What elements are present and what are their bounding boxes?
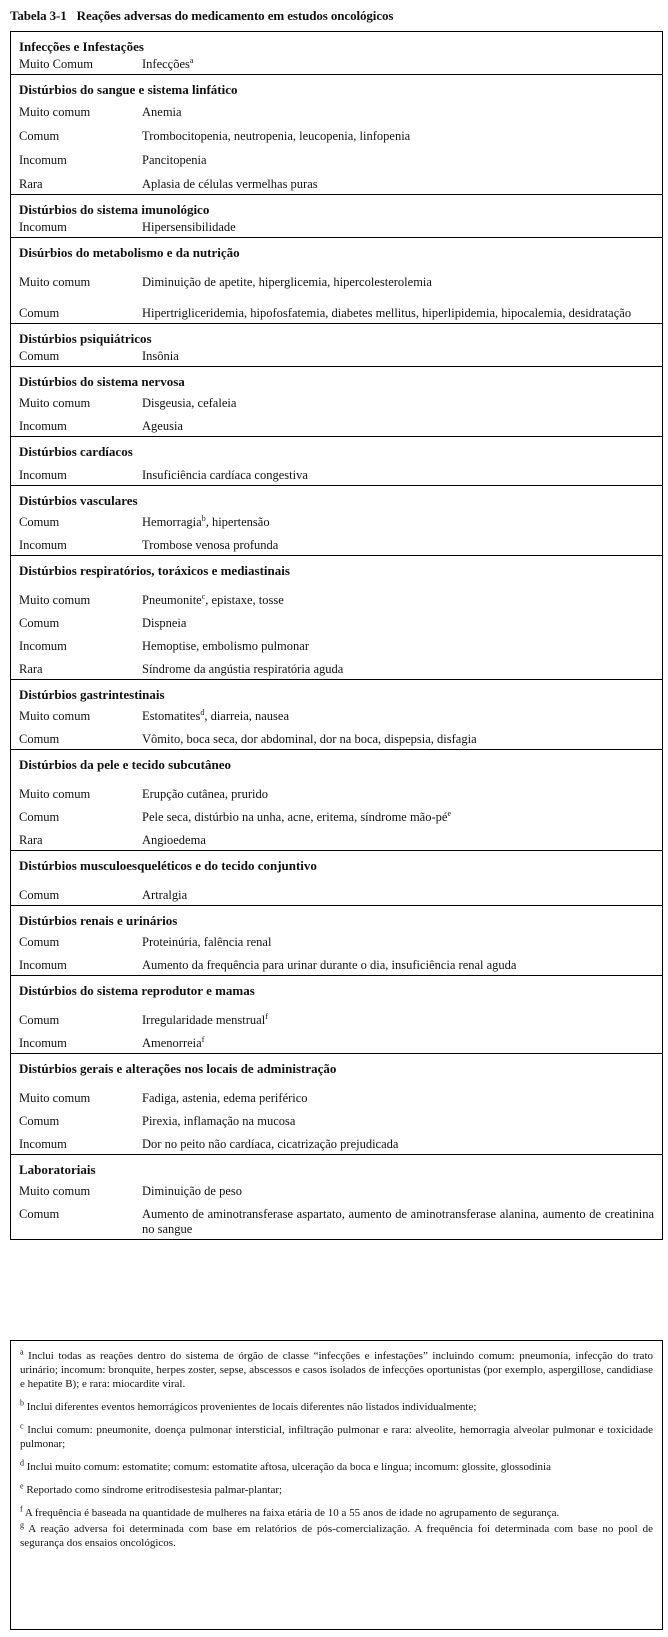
frequency-cell: Comum (19, 349, 60, 363)
footnote-marker: f (265, 1011, 268, 1021)
section-title: Distúrbios gastrintestinais (19, 687, 165, 702)
reaction-cell (142, 1013, 654, 1028)
table-section (11, 485, 662, 555)
frequency-cell: Incomum (19, 1036, 67, 1050)
adverse-reactions-table (10, 31, 663, 1240)
reaction-text: Disgeusia, cefaleia (142, 396, 237, 410)
reaction-cell (142, 732, 654, 747)
reaction-text: Fadiga, astenia, edema periférico (142, 1091, 308, 1105)
table-row (19, 1001, 654, 1028)
reaction-cell (142, 833, 654, 848)
footnote-mark: b (20, 1398, 24, 1408)
reaction-cell (142, 129, 654, 144)
frequency-cell: Muito comum (19, 396, 91, 410)
reaction-text: Ageusia (142, 419, 183, 433)
reaction-text: Aumento da frequência para urinar durante o dia, insuficiência renal aguda (142, 958, 517, 972)
reaction-cell (142, 57, 654, 72)
table-row (19, 290, 654, 321)
reaction-text: Diminuição de peso (142, 1184, 242, 1198)
table-section (11, 237, 662, 323)
reaction-cell (142, 1036, 654, 1051)
table-section (11, 366, 662, 436)
reaction-cell (142, 1207, 654, 1237)
reaction-cell (142, 1184, 654, 1199)
section-title: Distúrbios cardíacos (19, 444, 133, 459)
frequency-cell: Comum (19, 1207, 60, 1221)
table-row (19, 411, 654, 434)
reaction-text: Dor no peito não cardíaca, cicatrização prejudicada (142, 1137, 399, 1151)
frequency-cell: Muito comum (19, 105, 91, 119)
section-title: Laboratoriais (19, 1162, 96, 1177)
frequency-cell: Comum (19, 1013, 60, 1027)
table-row (19, 392, 654, 411)
section-title: Distúrbios do sistema imunológico (19, 202, 210, 217)
table-row (19, 144, 654, 168)
reaction-cell (142, 958, 654, 973)
reaction-cell (142, 468, 654, 483)
table-row (19, 724, 654, 747)
reaction-cell (142, 349, 654, 364)
reaction-text: Pancitopenia (142, 153, 207, 167)
frequency-cell: Rara (19, 833, 43, 847)
reaction-cell (142, 888, 654, 903)
section-title: Distúrbios renais e urinários (19, 913, 178, 928)
section-title: Distúrbios gerais e alterações nos locais de administração (19, 1061, 337, 1076)
reaction-text: Aumento de aminotransferase aspartato, aumento de aminotransferase alanina, aumento de creatinina no sangue (142, 1207, 654, 1236)
reaction-text: Erupção cutânea, prurido (142, 787, 268, 801)
footnote-mark: f (20, 1504, 23, 1514)
reaction-cell (142, 419, 654, 434)
section-title: Distúrbios do sistema nervosa (19, 374, 185, 389)
table-row (19, 876, 654, 903)
section-title: Distúrbios da pele e tecido subcutâneo (19, 757, 231, 772)
footnote-marker: a (189, 55, 194, 65)
footnote-marker: c (201, 591, 206, 601)
table-title: Reações adversas do medicamento em estudos oncológicos (76, 8, 394, 23)
table-section (11, 749, 662, 850)
frequency-cell: Comum (19, 616, 60, 630)
reaction-cell (142, 515, 654, 530)
frequency-cell: Incomum (19, 468, 67, 482)
table-number: Tabela 3-1 (10, 8, 67, 23)
table-row (19, 654, 654, 677)
frequency-cell: Comum (19, 129, 60, 143)
frequency-cell: Incomum (19, 1137, 67, 1151)
table-row (19, 825, 654, 848)
footnote-text: A reação adversa foi determinada com base em relatórios de pós-comercialização. A frequência foi determinada com base no pool de segurança dos ensaios oncológicos. (20, 1523, 653, 1549)
table-section (11, 194, 662, 237)
reaction-cell (142, 105, 654, 120)
frequency-cell: Incomum (19, 639, 67, 653)
reaction-cell (142, 177, 654, 192)
reaction-text: Insônia (142, 349, 179, 363)
frequency-cell: Comum (19, 515, 60, 529)
table-row (19, 530, 654, 553)
section-title: Infecções e Infestações (19, 39, 144, 54)
footnote-text: Inclui diferentes eventos hemorrágicos provenientes de locais diferentes não listados individualmente; (26, 1401, 477, 1413)
table-row (19, 1129, 654, 1152)
footnote-mark: a (20, 1347, 24, 1357)
frequency-cell: Muito comum (19, 275, 91, 289)
frequency-cell: Rara (19, 662, 43, 676)
frequency-cell: Comum (19, 935, 60, 949)
table-section (11, 74, 662, 194)
reaction-text: Trombose venosa profunda (142, 538, 279, 552)
frequency-cell: Incomum (19, 220, 67, 234)
table-row (19, 462, 654, 483)
table-row (19, 705, 654, 724)
reaction-text: Pele seca, distúrbio na unha, acne, eritema, síndrome mão-pé (142, 810, 448, 824)
frequency-cell: Muito comum (19, 593, 91, 607)
frequency-cell: Rara (19, 177, 43, 191)
footnote-mark: d (20, 1458, 24, 1468)
reaction-text: Pneumonite (142, 593, 202, 607)
section-title: Disúrbios do metabolismo e da nutrição (19, 245, 240, 260)
table-row (19, 1199, 654, 1237)
reaction-text: Estomatites (142, 709, 201, 723)
reaction-cell (142, 709, 654, 724)
frequency-cell: Comum (19, 888, 60, 902)
frequency-cell: Incomum (19, 958, 67, 972)
table-section (11, 32, 662, 74)
reaction-cell (142, 593, 654, 608)
frequency-cell: Muito comum (19, 1091, 91, 1105)
reaction-cell (142, 662, 654, 677)
table-row (19, 511, 654, 530)
footnote-mark: c (20, 1421, 24, 1431)
footnote-mark: g (20, 1520, 24, 1530)
table-section (11, 436, 662, 485)
table-row (19, 220, 654, 235)
reaction-text: Hipersensibilidade (142, 220, 236, 234)
frequency-cell: Muito Comum (19, 57, 93, 71)
reaction-cell (142, 616, 654, 631)
frequency-cell: Incomum (19, 419, 67, 433)
table-row (19, 349, 654, 364)
table-section (11, 555, 662, 679)
reaction-cell (142, 153, 654, 168)
reaction-text: Aplasia de células vermelhas puras (142, 177, 318, 191)
table-row (19, 608, 654, 631)
frequency-cell: Incomum (19, 538, 67, 552)
table-row (19, 263, 654, 290)
table-section (11, 975, 662, 1053)
table-row (19, 100, 654, 120)
reaction-text: Proteinúria, falência renal (142, 935, 272, 949)
table-row (19, 1079, 654, 1106)
reaction-text: Trombocitopenia, neutropenia, leucopenia, linfopenia (142, 129, 411, 143)
section-title: Distúrbios do sistema reprodutor e mamas (19, 983, 255, 998)
footnote (20, 1400, 653, 1414)
reaction-cell (142, 396, 654, 411)
table-row (19, 631, 654, 654)
reaction-cell (142, 639, 654, 654)
frequency-cell: Comum (19, 810, 60, 824)
table-section (11, 323, 662, 366)
footnote (20, 1423, 653, 1451)
table-row (19, 802, 654, 825)
table-section (11, 1053, 662, 1154)
footnote (20, 1483, 653, 1497)
reaction-text: Dispneia (142, 616, 187, 630)
frequency-cell: Comum (19, 306, 60, 320)
table-caption (10, 8, 393, 24)
table-section (11, 1154, 662, 1239)
reaction-text: Anemia (142, 105, 182, 119)
section-title: Distúrbios do sangue e sistema linfático (19, 82, 238, 97)
reaction-text: Angioedema (142, 833, 206, 847)
footnote-text: Inclui comum: pneumonite, doença pulmonar intersticial, infiltração pulmonar e rara: alveolite, hemorragia alveolar pulmonar e toxicidade pulmonar; (20, 1424, 653, 1450)
footnote-marker: b (201, 513, 206, 523)
frequency-cell: Muito comum (19, 1184, 91, 1198)
reaction-text: Artralgia (142, 888, 188, 902)
footnote-marker: e (447, 808, 452, 818)
section-title: Distúrbios vasculares (19, 493, 138, 508)
reaction-text-cont: , diarreia, nausea (204, 709, 290, 723)
reaction-text: Hemoptise, embolismo pulmonar (142, 639, 309, 653)
reaction-cell (142, 538, 654, 553)
footnotes-box (10, 1340, 663, 1630)
table-row (19, 168, 654, 192)
reaction-cell (142, 1137, 654, 1152)
table-row (19, 950, 654, 973)
section-title: Distúrbios musculoesqueléticos e do tecido conjuntivo (19, 858, 317, 873)
reaction-text: Diminuição de apetite, hiperglicemia, hipercolesterolemia (142, 275, 432, 289)
table-row (19, 1106, 654, 1129)
reaction-text: Amenorreia (142, 1036, 202, 1050)
reaction-text: Hipertrigliceridemia, hipofosfatemia, diabetes mellitus, hiperlipidemia, hipocalemia, desidratação (142, 306, 632, 320)
footnote-text: Inclui muito comum: estomatite; comum: estomatite aftosa, ulceração da boca e língua; incomum: glossite, glossodinia (26, 1461, 551, 1473)
reaction-cell (142, 787, 654, 802)
reaction-cell (142, 810, 654, 825)
table-row (19, 120, 654, 144)
section-title: Distúrbios respiratórios, toráxicos e mediastinais (19, 563, 290, 578)
footnote (20, 1349, 653, 1391)
frequency-cell: Incomum (19, 153, 67, 167)
reaction-text-cont: , epistaxe, tosse (205, 593, 284, 607)
reaction-text: Vômito, boca seca, dor abdominal, dor na boca, dispepsia, disfagia (142, 732, 477, 746)
reaction-text: Insuficiência cardíaca congestiva (142, 468, 308, 482)
reaction-cell (142, 275, 654, 290)
reaction-cell (142, 935, 654, 950)
table-section (11, 679, 662, 749)
table-row (19, 1180, 654, 1199)
frequency-cell: Muito comum (19, 709, 91, 723)
section-title: Distúrbios psiquiátricos (19, 331, 152, 346)
table-row (19, 775, 654, 802)
reaction-text: Infecções (142, 57, 190, 71)
table-row (19, 57, 654, 72)
reaction-text: Irregularidade menstrual (142, 1013, 266, 1027)
reaction-text-cont: , hipertensão (205, 515, 270, 529)
footnote-text: Inclui todas as reações dentro do sistema de órgão de classe “infecções e infestações” incluindo comum: pneumonia, infecção do trato urinário; incomum: bronquite, herpes zoster, sepse, abscessos e casos isolados de infecções oportunistas (por exemplo, aspergillose, candidiase e hepatite B); e rara: miocardite viral. (20, 1350, 653, 1390)
reaction-cell (142, 220, 654, 235)
reaction-cell (142, 1091, 654, 1106)
footnote-marker: d (200, 707, 205, 717)
reaction-text: Síndrome da angústia respiratória aguda (142, 662, 344, 676)
footnote-marker: f (201, 1034, 205, 1044)
table-row (19, 1028, 654, 1051)
table-row (19, 931, 654, 950)
frequency-cell: Comum (19, 732, 60, 746)
reaction-cell (142, 1114, 654, 1129)
table-section (11, 850, 662, 905)
footnote (20, 1522, 653, 1550)
footnote-text: A frequência é baseada na quantidade de mulheres na faixa etária de 10 a 55 anos de idade no agrupamento de segurança. (24, 1507, 560, 1519)
frequency-cell: Muito comum (19, 787, 91, 801)
table-section (11, 905, 662, 975)
frequency-cell: Comum (19, 1114, 60, 1128)
reaction-text: Pirexia, inflamação na mucosa (142, 1114, 296, 1128)
footnote-text: Reportado como síndrome eritrodisestesia palmar-plantar; (26, 1484, 283, 1496)
footnote-mark: e (20, 1481, 24, 1491)
footnote (20, 1460, 653, 1474)
reaction-cell (142, 306, 654, 321)
reaction-text: Hemorragia (142, 515, 202, 529)
footnote (20, 1506, 653, 1520)
table-row (19, 581, 654, 608)
